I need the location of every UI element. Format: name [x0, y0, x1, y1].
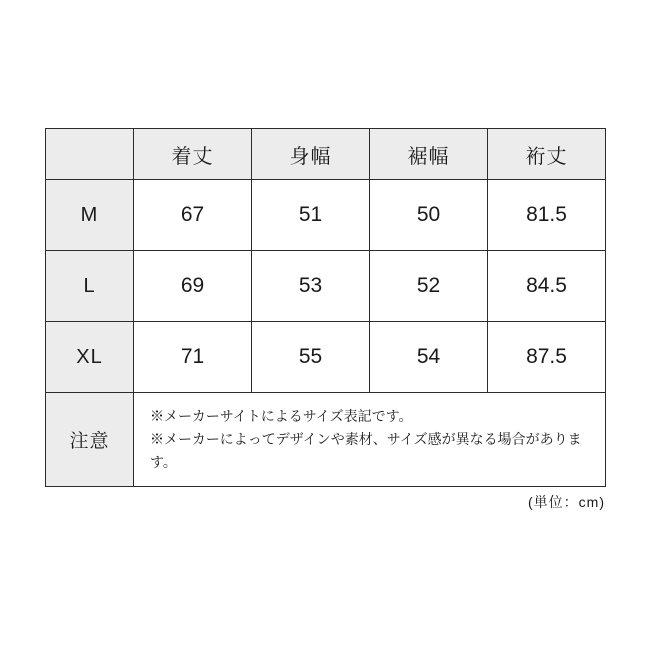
- note-body: [134, 393, 606, 487]
- table-row-l: [46, 251, 606, 322]
- size-table-container: [45, 128, 605, 487]
- cell-m-katake: 67: [134, 180, 252, 251]
- size-table: [45, 128, 606, 487]
- note-label: 注意: [46, 393, 134, 487]
- table-corner-cell: [46, 129, 134, 180]
- row-label-xl: XL: [46, 322, 134, 393]
- cell-xl-katake: 71: [134, 322, 252, 393]
- column-header-mihaba: 身幅: [252, 129, 370, 180]
- unit-note: (単位：cm): [528, 494, 605, 510]
- cell-m-mihaba: 51: [252, 180, 370, 251]
- cell-l-mihaba: 53: [252, 251, 370, 322]
- cell-m-susohaba: 50: [370, 180, 488, 251]
- header-row: [46, 129, 606, 180]
- table-row-note: [46, 393, 606, 487]
- cell-l-yukitake: 84.5: [488, 251, 606, 322]
- cell-l-katake: 69: [134, 251, 252, 322]
- table-row-xl: [46, 322, 606, 393]
- row-label-m: M: [46, 180, 134, 251]
- column-header-katake: 着丈: [134, 129, 252, 180]
- cell-xl-mihaba: 55: [252, 322, 370, 393]
- note-line-2: ※メーカーによってデザインや素材、サイズ感が異なる場合があります。: [150, 431, 582, 471]
- cell-xl-susohaba: 54: [370, 322, 488, 393]
- column-header-yukitake: 裄丈: [488, 129, 606, 180]
- cell-l-susohaba: 52: [370, 251, 488, 322]
- size-table-body: [46, 180, 606, 487]
- table-row-m: [46, 180, 606, 251]
- column-header-susohaba: 裾幅: [370, 129, 488, 180]
- cell-xl-yukitake: 87.5: [488, 322, 606, 393]
- row-label-l: L: [46, 251, 134, 322]
- note-line-1: ※メーカーサイトによるサイズ表記です。: [150, 408, 413, 424]
- size-table-head: [46, 129, 606, 180]
- cell-m-yukitake: 81.5: [488, 180, 606, 251]
